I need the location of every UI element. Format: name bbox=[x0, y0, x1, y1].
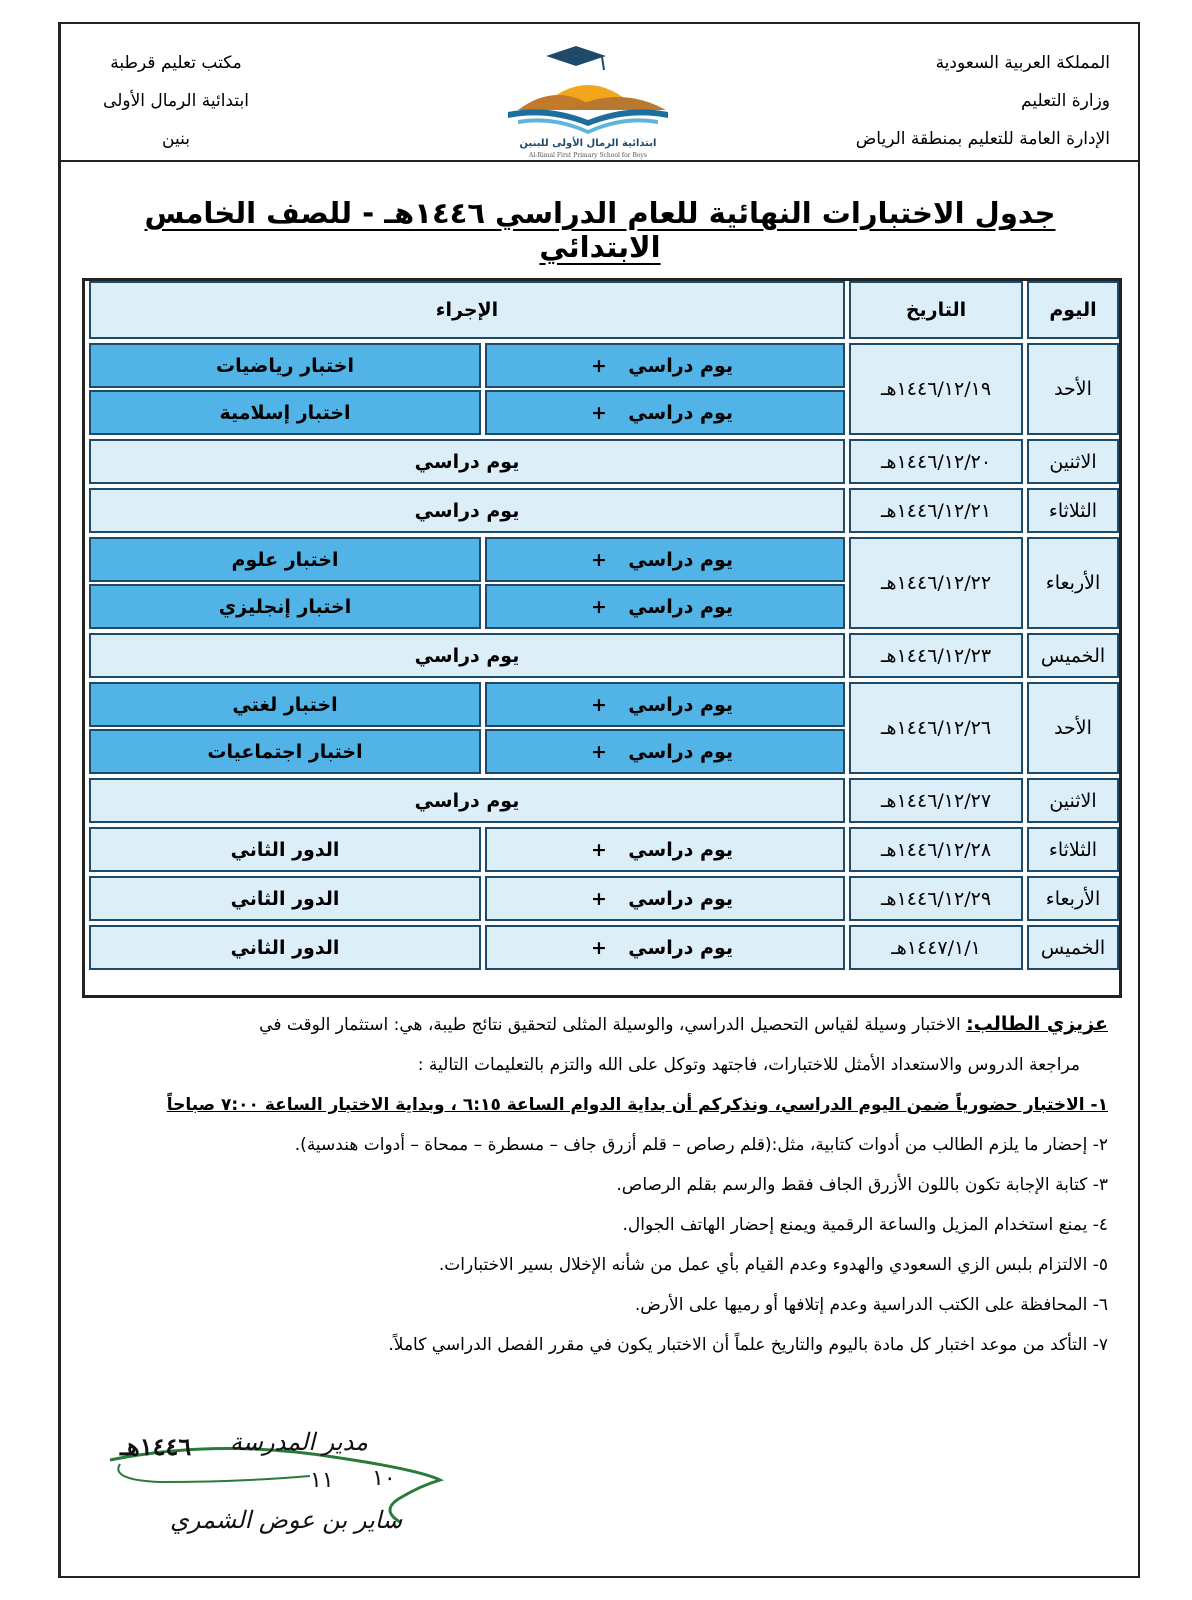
education-office: مكتب تعليم قرطبة bbox=[110, 53, 242, 73]
row-date: ١٤٤٦/١٢/٢٦هـ bbox=[849, 682, 1023, 774]
row-date: ١٤٤٦/١٢/٢٩هـ bbox=[849, 876, 1023, 921]
instruction-5: ٥- الالتزام بلبس الزي السعودي والهدوء وعدم القيام بأي عمل من شأنه الإخلال بسير الاختبارات. bbox=[438, 1255, 1108, 1275]
instruction-7: ٧- التأكد من موعد اختبار كل مادة باليوم والتاريخ علماً أن الاختبار يكون في مقرر الفصل الدراسي كاملاً. bbox=[388, 1335, 1108, 1355]
plus-sign: + bbox=[591, 354, 607, 377]
instruction-4: ٤- يمنع استخدام المزيل والساعة الرقمية ويمنع إحضار الهاتف الجوال. bbox=[622, 1215, 1108, 1235]
instruction-6: ٦- المحافظة على الكتب الدراسية وعدم إتلافها أو رميها على الأرض. bbox=[634, 1295, 1108, 1315]
school-day-note: يوم دراسي bbox=[89, 439, 845, 484]
exam-schedule-table bbox=[82, 278, 1122, 998]
signature-title: مدير المدرسة bbox=[230, 1428, 369, 1456]
school-day-cell bbox=[485, 876, 845, 921]
row-day: الاثنين bbox=[1027, 778, 1119, 823]
school-day-cell bbox=[485, 584, 845, 629]
ministry-name: وزارة التعليم bbox=[1021, 91, 1110, 111]
plus-sign: + bbox=[591, 936, 607, 959]
row-day: الثلاثاء bbox=[1027, 488, 1119, 533]
exam-subject: اختبار لغتي bbox=[89, 682, 481, 727]
plus-sign: + bbox=[591, 838, 607, 861]
header-band bbox=[58, 22, 1140, 162]
header-date: التاريخ bbox=[849, 281, 1023, 339]
second-round-cell: الدور الثاني bbox=[89, 925, 481, 970]
school-day-cell bbox=[485, 343, 845, 388]
school-day-note: يوم دراسي bbox=[89, 633, 845, 678]
school-day-cell bbox=[485, 827, 845, 872]
notes-lead: عزيزي الطالب: bbox=[966, 1013, 1108, 1035]
signature-day: ١٠ bbox=[372, 1466, 396, 1491]
instructions bbox=[106, 1004, 1108, 1365]
signature-year: ١٤٤٦هـ bbox=[120, 1432, 192, 1461]
school-day-label: يوم دراسي bbox=[628, 595, 733, 618]
notes-intro-line-2: مراجعة الدروس والاستعداد الأمثل للاختبارات، فاجتهد وتوكل على الله والتزم بالتعليمات التالية : bbox=[417, 1055, 1080, 1075]
school-day-label: يوم دراسي bbox=[628, 740, 733, 763]
instruction-3: ٣- كتابة الإجابة تكون باللون الأزرق الجاف فقط والرسم بقلم الرصاص. bbox=[616, 1175, 1108, 1195]
row-date: ١٤٤٦/١٢/١٩هـ bbox=[849, 343, 1023, 435]
school-day-label: يوم دراسي bbox=[628, 838, 733, 861]
row-day: الأربعاء bbox=[1027, 876, 1119, 921]
row-day: الخميس bbox=[1027, 633, 1119, 678]
header-day: اليوم bbox=[1027, 281, 1119, 339]
row-date: ١٤٤٦/١٢/٢١هـ bbox=[849, 488, 1023, 533]
school-day-label: يوم دراسي bbox=[628, 401, 733, 424]
header-action: الإجراء bbox=[89, 281, 845, 339]
row-date: ١٤٤٦/١٢/٢٠هـ bbox=[849, 439, 1023, 484]
row-day: الاثنين bbox=[1027, 439, 1119, 484]
school-day-label: يوم دراسي bbox=[628, 548, 733, 571]
row-day: الخميس bbox=[1027, 925, 1119, 970]
plus-sign: + bbox=[591, 740, 607, 763]
instruction-2: ٢- إحضار ما يلزم الطالب من أدوات كتابية، مثل:(قلم رصاص – قلم أزرق جاف – مسطرة – ممحاة – أدوات هندسية). bbox=[294, 1135, 1108, 1155]
school-day-cell bbox=[485, 390, 845, 435]
plus-sign: + bbox=[591, 548, 607, 571]
row-day: الثلاثاء bbox=[1027, 827, 1119, 872]
exam-subject: اختبار إنجليزي bbox=[89, 584, 481, 629]
school-name: ابتدائية الرمال الأولى bbox=[103, 91, 249, 111]
principal-signature bbox=[100, 1428, 460, 1580]
school-day-label: يوم دراسي bbox=[628, 693, 733, 716]
school-gender: بنين bbox=[162, 129, 190, 149]
school-day-label: يوم دراسي bbox=[628, 887, 733, 910]
signature-name: ساير بن عوض الشمري bbox=[170, 1506, 403, 1534]
school-day-cell bbox=[485, 682, 845, 727]
school-day-cell bbox=[485, 729, 845, 774]
row-day: الأحد bbox=[1027, 343, 1119, 435]
exam-subject: اختبار اجتماعيات bbox=[89, 729, 481, 774]
document-title: جدول الاختبارات النهائية للعام الدراسي ١٤٤٦هـ - للصف الخامس الابتدائي bbox=[144, 196, 1056, 264]
instruction-1: ١- الاختبار حضورياً ضمن اليوم الدراسي، ونذكركم أن بداية الدوام الساعة ٦:١٥ ، وبداية الاختبار الساعة ٧:٠٠ صباحاً bbox=[166, 1095, 1108, 1115]
plus-sign: + bbox=[591, 693, 607, 716]
second-round-cell: الدور الثاني bbox=[89, 827, 481, 872]
plus-sign: + bbox=[591, 401, 607, 424]
kingdom-name: المملكة العربية السعودية bbox=[935, 53, 1110, 73]
exam-subject: اختبار علوم bbox=[89, 537, 481, 582]
row-date: ١٤٤٦/١٢/٢٨هـ bbox=[849, 827, 1023, 872]
signature-month: ١١ bbox=[310, 1468, 334, 1493]
second-round-cell: الدور الثاني bbox=[89, 876, 481, 921]
plus-sign: + bbox=[591, 887, 607, 910]
directorate-name: الإدارة العامة للتعليم بمنطقة الرياض bbox=[855, 129, 1110, 149]
logo-arabic-text: ابتدائية الرمال الأولى للبنين bbox=[519, 138, 657, 149]
notes-intro-1: الاختبار وسيلة لقياس التحصيل الدراسي، والوسيلة المثلى لتحقيق نتائج طيبة، هي: استثمار الوقت في bbox=[259, 1015, 961, 1035]
notes-intro-line-1 bbox=[106, 1004, 1108, 1045]
header-right bbox=[856, 44, 1110, 158]
row-date: ١٤٤٦/١٢/٢٣هـ bbox=[849, 633, 1023, 678]
school-day-cell bbox=[485, 925, 845, 970]
school-day-label: يوم دراسي bbox=[628, 354, 733, 377]
logo-english-text: Al-Rimal First Primary School for Boys bbox=[529, 152, 647, 159]
school-day-label: يوم دراسي bbox=[628, 936, 733, 959]
school-day-note: يوم دراسي bbox=[89, 778, 845, 823]
exam-subject: اختبار رياضيات bbox=[89, 343, 481, 388]
row-day: الأربعاء bbox=[1027, 537, 1119, 629]
plus-sign: + bbox=[591, 595, 607, 618]
row-date: ١٤٤٦/١٢/٢٢هـ bbox=[849, 537, 1023, 629]
row-day: الأحد bbox=[1027, 682, 1119, 774]
row-date: ١٤٤٦/١٢/٢٧هـ bbox=[849, 778, 1023, 823]
row-date: ١٤٤٧/١/١هـ bbox=[849, 925, 1023, 970]
header-left bbox=[76, 44, 276, 158]
school-day-note: يوم دراسي bbox=[89, 488, 845, 533]
school-logo bbox=[498, 40, 678, 160]
school-day-cell bbox=[485, 537, 845, 582]
exam-subject: اختبار إسلامية bbox=[89, 390, 481, 435]
